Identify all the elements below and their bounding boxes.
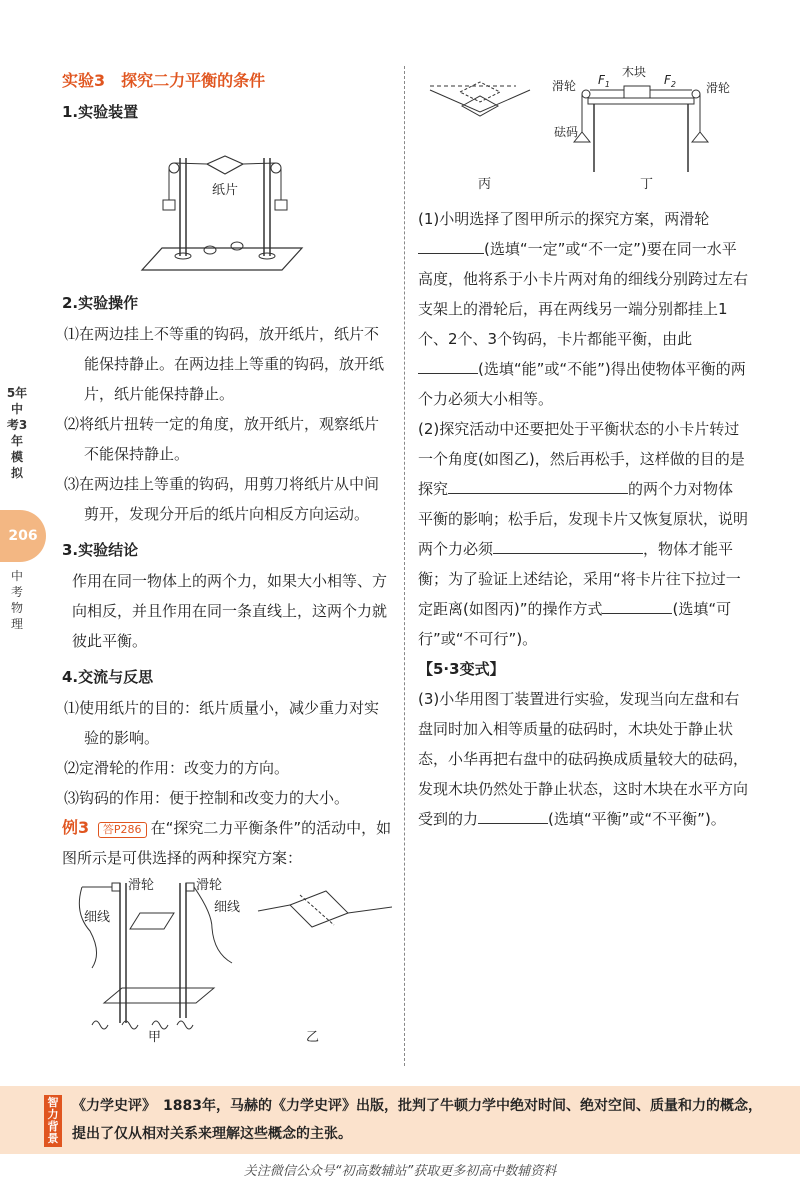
label-ding-block: 木块 [622, 65, 647, 79]
reflection-item-2: ⑵定滑轮的作用：改变力的方向。 [64, 759, 290, 777]
figures-bing-ding [418, 60, 748, 200]
figures-jia-yi [62, 873, 392, 1043]
example-label: 例3 [62, 818, 90, 837]
footnote-body: 1883年，马赫的《力学史评》出版，批判了牛顿力学中绝对时间、绝对空间、质量和力的概念，提出了仅从相对关系来理解这些概念的主张。 [72, 1098, 762, 1142]
label-pulley-left: 滑轮 [128, 878, 155, 893]
operation-item-3: ⑶在两边挂上等重的钩码，用剪刀将纸片从中间剪开，发现分开后的纸片向相反方向运动。 [64, 475, 380, 523]
question-2: (2)探究活动中还要把处于平衡状态的小卡片转过一个角度(如图乙)，然后再松手，这样做的目的是探究 的两个力对物体平衡的影响；松手后，发现卡片又恢复原状，说明两个力必须 ，物体才能平衡；为了验证上述结论，采用“将卡片往下拉过一定距离(如图丙)”的操作方式 (选填“可行”或“不可行”)。 [418, 420, 749, 648]
answer-blank-3[interactable] [448, 478, 628, 494]
question-3: (3)小华用图丁装置进行实验，发现当向左盘和右盘同时加入相等质量的砝码时，木块处于静止状态，小华再把右盘中的砝码换成质量较大的砝码，发现木块仍然处于静止状态，这时木块在水平方向受到的力 (选填“平衡”或“不平衡”)。 [418, 690, 749, 828]
label-fig-bing: 丙 [478, 177, 492, 192]
footnote-text [72, 1092, 772, 1148]
answer-blank-5[interactable] [602, 598, 672, 614]
book-subject: 中考物理 [10, 569, 23, 631]
label-ding-weights: 砝码 [554, 125, 579, 139]
section-reflection-head: 4.交流与反思 [62, 668, 154, 686]
answer-reference: 答P286 [98, 822, 147, 838]
label-thread-left: 细线 [84, 910, 111, 925]
label-ding-pulley-left: 滑轮 [552, 79, 577, 93]
experiment-title: 实验3 探究二力平衡的条件 [62, 71, 266, 90]
label-fig-jia: 甲 [148, 1030, 162, 1043]
example-intro [62, 813, 392, 873]
bottom-note: 关注微信公众号“初高数辅站”获取更多初高中数辅资料 [243, 1164, 557, 1179]
operation-item-2: ⑵将纸片扭转一定的角度，放开纸片，观察纸片不能保持静止。 [64, 415, 380, 463]
label-fig-ding: 丁 [640, 177, 654, 192]
example-intro-text: 在“探究二力平衡条件”的活动中，如图所示是可供选择的两种探究方案： [62, 819, 392, 867]
label-force-f1: $F_1$ [598, 73, 610, 89]
label-thread-right: 细线 [214, 900, 241, 915]
label-ding-pulley-right: 滑轮 [706, 81, 731, 95]
section-conclusion-head: 3.实验结论 [62, 541, 139, 559]
label-paper: 纸片 [212, 183, 239, 198]
reflection-item-1: ⑴使用纸片的目的：纸片质量小，减少重力对实验的影响。 [64, 699, 380, 747]
left-column [62, 68, 392, 1047]
answer-blank-2[interactable] [418, 358, 478, 374]
label-pulley-right: 滑轮 [196, 878, 223, 893]
conclusion-text: 作用在同一物体上的两个力，如果大小相等、方向相反，并且作用在同一条直线上，这两个力就彼此平衡。 [72, 572, 388, 650]
footnote-tag: 智力背景 [44, 1095, 62, 1147]
answer-blank-4[interactable] [493, 538, 643, 554]
section-operation-head: 2.实验操作 [62, 294, 139, 312]
right-column [418, 60, 748, 834]
question-1: (1)小明选择了图甲所示的探究方案，两滑轮(选填“一定”或“不一定”)要在同一水平高度，他将系于小卡片两对角的细线分别跨过左右支架上的滑轮后，再在两线另一端分别都挂上1个、2个、3个钩码，卡片都能平衡，由此(选填“能”或“不能”)得出使物体平衡的两个力必须大小相等。 [418, 210, 749, 408]
operation-item-1: ⑴在两边挂上不等重的钩码，放开纸片，纸片不能保持静止。在两边挂上等重的钩码，放开纸片，纸片能保持静止。 [64, 325, 385, 403]
label-fig-yi: 乙 [306, 1030, 320, 1043]
book-title: 5年中考3年模拟 [6, 386, 28, 480]
variant-label: 【5·3变式】 [418, 660, 505, 678]
reflection-item-3: ⑶钩码的作用：便于控制和改变力的大小。 [64, 789, 350, 807]
footnote-title: 《力学史评》 [72, 1098, 149, 1114]
column-divider [404, 66, 405, 1066]
page-number: 206 [0, 510, 46, 562]
answer-blank-1[interactable] [418, 238, 484, 254]
apparatus-figure [62, 128, 392, 278]
section-apparatus-head: 1.实验装置 [62, 103, 139, 121]
answer-blank-6[interactable] [478, 808, 548, 824]
label-force-f2: $F_2$ [664, 73, 676, 89]
